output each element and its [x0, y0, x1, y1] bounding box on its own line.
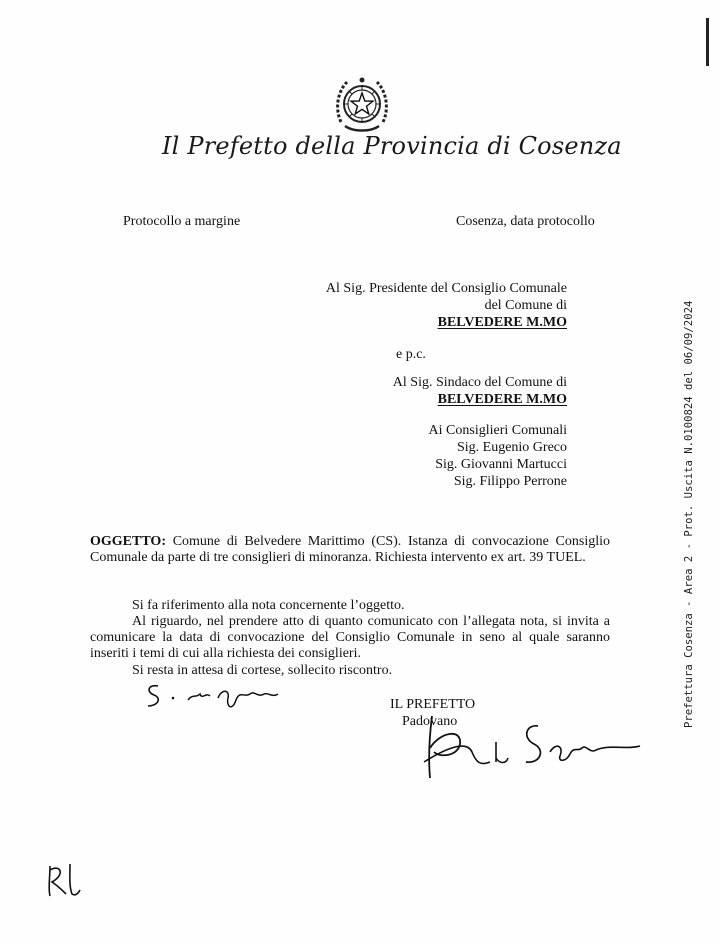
councillor-name: Sig. Eugenio Greco: [456, 440, 567, 455]
signature-title: IL PREFETTO: [390, 697, 476, 712]
signature-name: Padovano: [402, 714, 458, 729]
pc-label: e p.c.: [396, 347, 426, 362]
letterhead-title: Il Prefetto della Provincia di Cosenza: [162, 132, 622, 160]
body-paragraph-2: Al riguardo, nel prendere atto di quanto comunicato con l’allegata nota, si invita a comunicare la data di convocazione del Consiglio Comunale in seno al quale saranno inseriti i temi di cui alla richiesta dei consiglieri.: [90, 614, 610, 661]
handwritten-annotation: [140, 676, 290, 716]
place-date: Cosenza, data protocollo: [456, 214, 595, 229]
recipient-primary-line1: Al Sig. Presidente del Consiglio Comunale: [325, 281, 567, 296]
recipient-secondary-line1: Al Sig. Sindaco del Comune di: [392, 375, 567, 390]
protocol-stamp-vertical: Prefettura Cosenza - Area 2 - Prot. Uscita N.0100824 del 06/09/2024: [683, 300, 695, 728]
subject-text: Comune di Belvedere Marittimo (CS). Istanza di convocazione Consiglio Comunale da parte di tre consiglieri di minoranza. Richiesta intervento ex art. 39 TUEL.: [90, 534, 610, 565]
recipient-primary-line2: del Comune di: [484, 298, 567, 313]
recipient-primary-municipality: BELVEDERE M.MO: [437, 315, 567, 330]
subject-block: [90, 534, 610, 566]
body-paragraph-3: Si resta in attesa di cortese, sollecito riscontro.: [132, 663, 393, 678]
councillor-name: Sig. Filippo Perrone: [453, 474, 567, 489]
protocol-note: Protocollo a margine: [123, 214, 241, 229]
italian-republic-emblem-icon: [331, 72, 393, 136]
recipient-secondary-municipality: BELVEDERE M.MO: [437, 392, 567, 407]
councillor-name: Sig. Giovanni Martucci: [435, 457, 567, 472]
subject-label: OGGETTO:: [90, 534, 166, 549]
handwritten-signature: [410, 712, 650, 784]
handwritten-initials: [42, 860, 92, 900]
body-paragraph-1: Si fa riferimento alla nota concernente l’oggetto.: [132, 598, 405, 613]
councillors-heading: Ai Consiglieri Comunali: [428, 423, 567, 438]
page-edge-mark: [706, 18, 709, 66]
